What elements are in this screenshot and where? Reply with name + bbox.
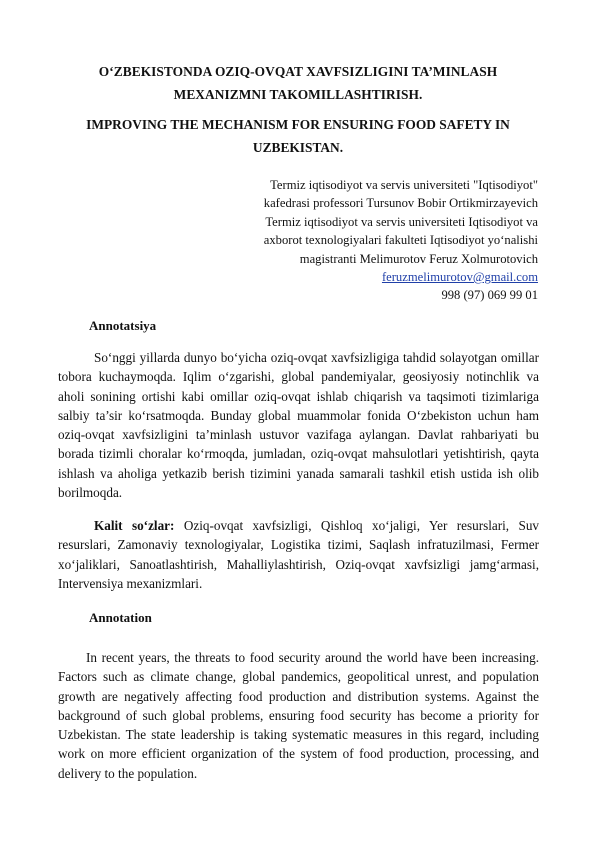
affiliation-line: magistranti Melimurotov Feruz Xolmurotovich <box>299 251 538 266</box>
affiliation-line: Termiz iqtisodiyot va servis universiteti Iqtisodiyot va <box>265 214 538 229</box>
title-english <box>60 113 536 159</box>
annotation-en-heading: Annotation <box>89 610 152 625</box>
annotation-en-paragraph: In recent years, the threats to food security around the world have been increasing. Factors such as climate change, global pandemics, geopolitical unrest, and population growth are negatively affecting food production and distribution systems. Against the background of such global problems, ensuring food security has become a priority for Uzbekistan. The state leadership is taking systematic measures in this regard, including work on more efficient organization of the system of food production, processing, and delivery to the population. <box>58 650 539 781</box>
title-uzbek-line-2: MEXANIZMNI TAKOMILLASHTIRISH. <box>173 87 423 102</box>
author-phone: 998 (97) 069 99 01 <box>441 288 538 303</box>
keywords-label: Kalit so‘zlar: <box>94 518 175 533</box>
title-english-line-1: IMPROVING THE MECHANISM FOR ENSURING FOOD SAFETY IN <box>86 117 510 132</box>
title-uzbek <box>60 60 536 106</box>
affiliation-line: kafedrasi professori Tursunov Bobir Ortikmirzayevich <box>263 196 538 211</box>
title-uzbek-line-1: O‘ZBEKISTONDA OZIQ-OVQAT XAVFSIZLIGINI TA’MINLASH <box>98 64 498 79</box>
keywords-paragraph <box>58 516 539 593</box>
author-email-link[interactable]: feruzmelimurotov@gmail.com <box>381 270 538 285</box>
keywords-text: Oziq-ovqat xavfsizligi, Qishloq xo‘jaligi, Yer resurslari, Suv resurslari, Zamonaviy texnologiyalar, Logistika tizimi, Saqlash infratuzilmasi, Fermer xo‘jaliklari, Sanoatlashtirish, Mahalliylashtirish, Oziq-ovqat xavfsizligi jamg‘armasi, Intervensiya mexanizmlari. <box>58 518 540 591</box>
annotation-uz-heading: Annotatsiya <box>89 318 157 333</box>
title-english-line-2: UZBEKISTAN. <box>252 140 344 155</box>
author-affiliation-block <box>198 176 538 305</box>
annotation-uz-paragraph: So‘nggi yillarda dunyo bo‘yicha oziq-ovqat xavfsizligiga tahdid solayotgan omillar tobora kuchaymoqda. Iqlim o‘zgarishi, global pandemiyalar, geosiyosiy notinchlik va aholi sonining ortishi kabi omillar oziq-ovqat ishlab chiqarish va taqsimoti tizimlariga salbiy ta’sir ko‘rsatmoqda. Bunday global muammolar fonida O‘zbekiston uchun ham oziq-ovqat xavfsizligini ta’minlash ustuvor vazifaga aylangan. Davlat rahbariyati bu borada tizimli choralar ko‘rmoqda, jumladan, oziq-ovqat mahsulotlari yetishtirish, qayta ishlash va aholiga yetkazib berish tizimini yanada samarali tashkil etish ustida ish olib borilmoqda. <box>58 350 539 501</box>
affiliation-line: axborot texnologiyalari fakulteti Iqtisodiyot yo‘nalishi <box>263 233 538 248</box>
affiliation-line: Termiz iqtisodiyot va servis universiteti "Iqtisodiyot" <box>270 178 538 192</box>
